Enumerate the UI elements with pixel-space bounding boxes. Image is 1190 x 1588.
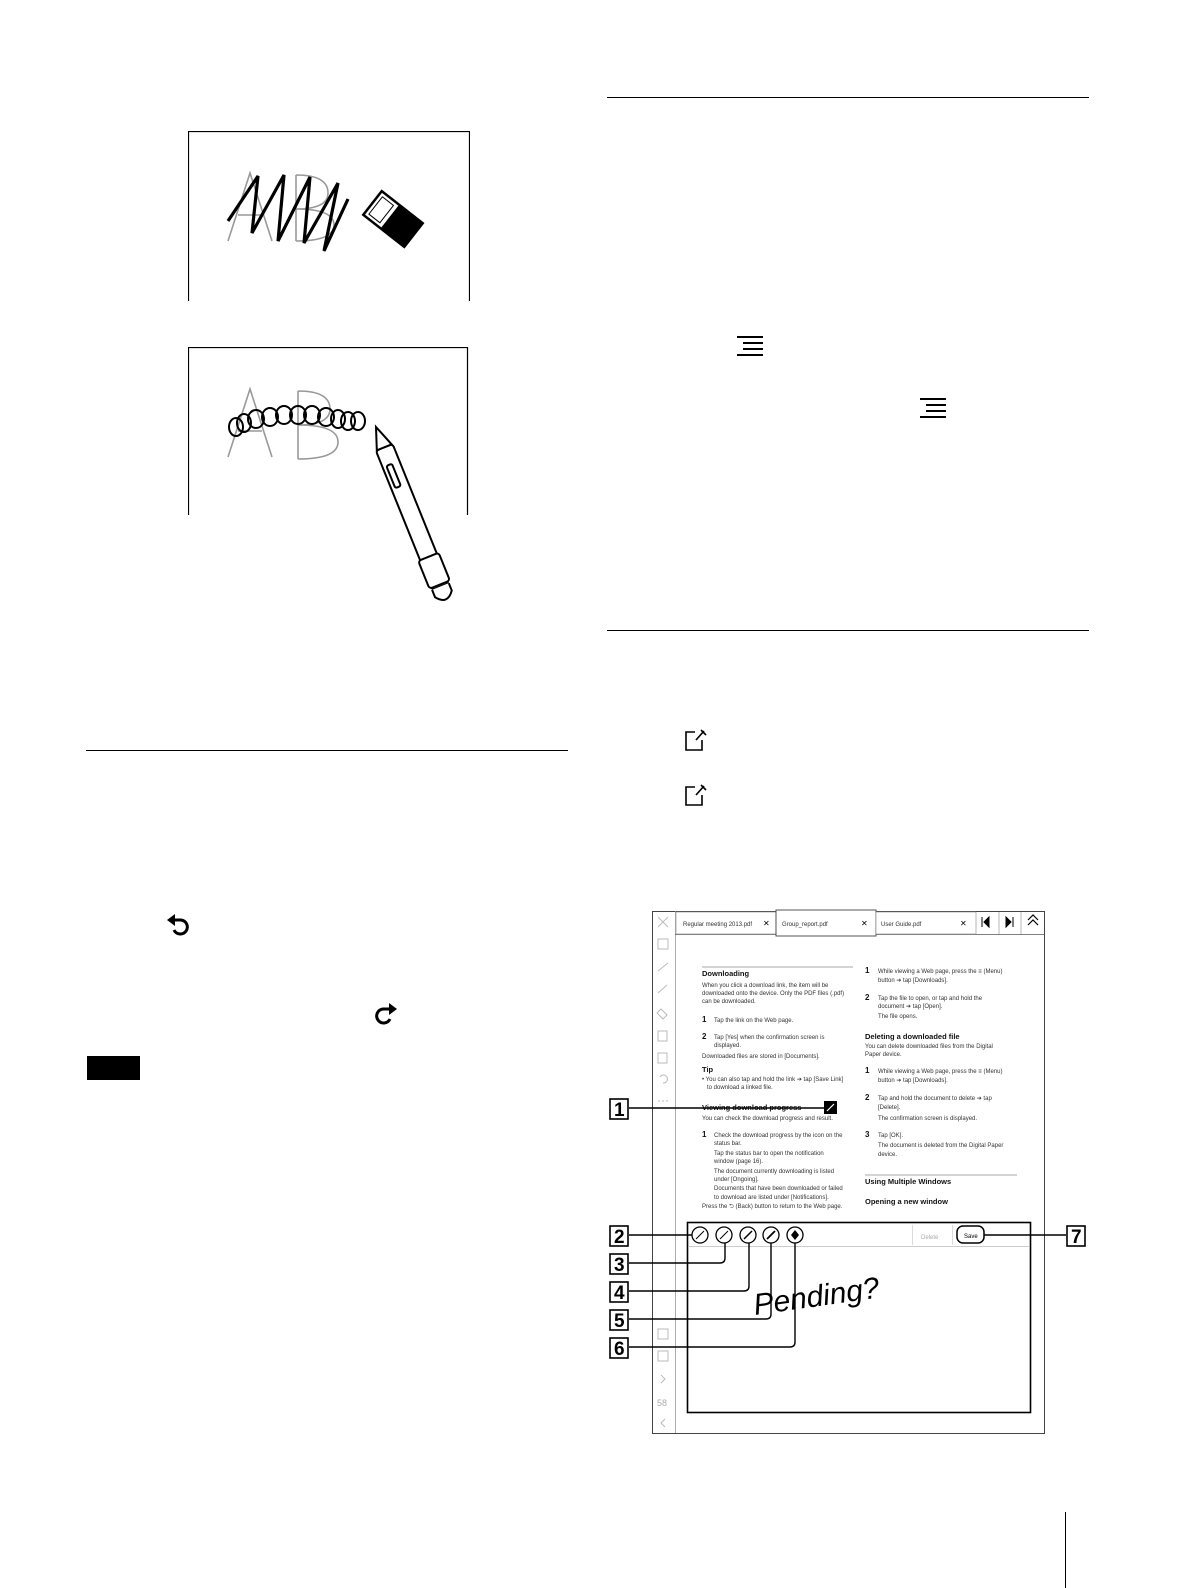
doc-text: When you click a download link, the item will be	[702, 983, 829, 989]
doc-text: The document currently downloading is listed	[714, 1169, 835, 1175]
save-button-label: Save	[964, 1234, 978, 1240]
doc-text: You can delete downloaded files from the Digital	[865, 1044, 993, 1050]
callout-number: 1	[614, 1100, 625, 1121]
step-number: 2	[865, 993, 870, 1002]
doc-text: Check the download progress by the icon on the	[714, 1133, 843, 1139]
redo-icon	[371, 1001, 399, 1034]
doc-text: button ➔ tap [Downloads].	[878, 978, 948, 984]
callout-number: 4	[614, 1283, 625, 1304]
callout-number: 2	[614, 1227, 625, 1248]
step-number: 1	[702, 1130, 707, 1139]
doc-text: The file opens.	[878, 1014, 918, 1020]
page-edge-rule	[1065, 1512, 1066, 1588]
sticky-note-icon	[684, 728, 708, 757]
doc-text: Press the ⮌ (Back) button to return to the Web page.	[702, 1204, 843, 1210]
device-screen-figure	[605, 905, 1090, 1440]
doc-text: Tap the status bar to open the notification	[714, 1151, 824, 1157]
tab-close-icon[interactable]: ✕	[960, 919, 967, 928]
doc-text: Tap [OK].	[878, 1133, 904, 1139]
doc-text: The confirmation screen is displayed.	[878, 1116, 978, 1122]
doc-text: Tap the file to open, or tap and hold the	[878, 996, 983, 1002]
doc-text: can be downloaded.	[702, 999, 756, 1005]
doc-subheading: Viewing download progress	[702, 1103, 802, 1112]
step-number: 1	[865, 1066, 870, 1075]
doc-text: The document is deleted from the Digital Paper	[878, 1143, 1004, 1149]
doc-text: displayed.	[714, 1043, 742, 1049]
step-number: 2	[865, 1093, 870, 1102]
delete-button[interactable]: Delete	[921, 1235, 939, 1241]
section-rule	[607, 630, 1089, 631]
tip-label: Tip	[702, 1065, 714, 1074]
doc-text: You can check the download progress and result.	[702, 1116, 833, 1122]
doc-text: • You can also tap and hold the link ➔ tap [Save Link]	[702, 1077, 844, 1083]
tab-label: User Guide.pdf	[881, 922, 922, 928]
callout-number: 3	[614, 1255, 625, 1276]
doc-text: under [Ongoing].	[714, 1177, 759, 1183]
eraser-illustration	[188, 131, 470, 301]
callout-number: 5	[614, 1311, 625, 1332]
tab-close-icon[interactable]: ✕	[861, 919, 868, 928]
doc-heading: Downloading	[702, 969, 750, 978]
doc-text: While viewing a Web page, press the ≡ (Menu)	[878, 969, 1003, 975]
pen-eraser-illustration	[188, 347, 478, 602]
doc-text: While viewing a Web page, press the ≡ (Menu)	[878, 1069, 1003, 1075]
tab-label: Regular meeting 2013.pdf	[683, 922, 753, 928]
doc-text: Tap [Yes] when the confirmation screen is	[714, 1035, 825, 1041]
handwritten-text: Pending?	[751, 1271, 882, 1322]
doc-text: status bar.	[714, 1141, 742, 1147]
doc-text: Documents that have been downloaded or failed	[714, 1186, 843, 1192]
doc-text: device.	[878, 1152, 898, 1158]
callout-number: 7	[1071, 1227, 1082, 1248]
doc-text: document ➔ tap [Open].	[878, 1004, 943, 1010]
doc-text: to download a linked file.	[707, 1085, 773, 1091]
callout-number: 6	[614, 1339, 625, 1360]
sticky-note-icon	[684, 783, 708, 812]
step-number: 3	[865, 1130, 870, 1139]
undo-icon	[165, 912, 193, 945]
doc-text: Downloaded files are stored in [Documents].	[702, 1054, 820, 1060]
menu-icon	[737, 335, 765, 364]
menu-icon	[920, 397, 948, 426]
note-badge	[87, 1056, 140, 1080]
doc-text: downloaded onto the device. Only the PDF files (.pdf)	[702, 991, 845, 997]
step-number: 2	[702, 1032, 707, 1041]
doc-text: Paper device.	[865, 1052, 902, 1058]
section-rule	[86, 750, 568, 751]
step-number: 1	[702, 1015, 707, 1024]
doc-text: [Delete].	[878, 1105, 901, 1111]
section-rule	[607, 97, 1089, 98]
doc-text: window (page 16).	[714, 1159, 764, 1165]
tab-close-icon[interactable]: ✕	[763, 919, 770, 928]
doc-heading: Using Multiple Windows	[865, 1177, 952, 1186]
sticky-note-editor[interactable]	[688, 1223, 1031, 1413]
step-number: 1	[865, 966, 870, 975]
doc-text: Tap and hold the document to delete ➔ tap	[878, 1096, 992, 1102]
doc-text: to download are listed under [Notifications].	[714, 1195, 829, 1201]
doc-text: Tap the link on the Web page.	[714, 1018, 794, 1024]
doc-subheading: Opening a new window	[865, 1197, 948, 1206]
doc-text: button ➔ tap [Downloads].	[878, 1078, 948, 1084]
doc-subheading: Deleting a downloaded file	[865, 1032, 960, 1041]
page-number: 58	[657, 1398, 668, 1408]
tab-label: Group_report.pdf	[782, 922, 828, 928]
